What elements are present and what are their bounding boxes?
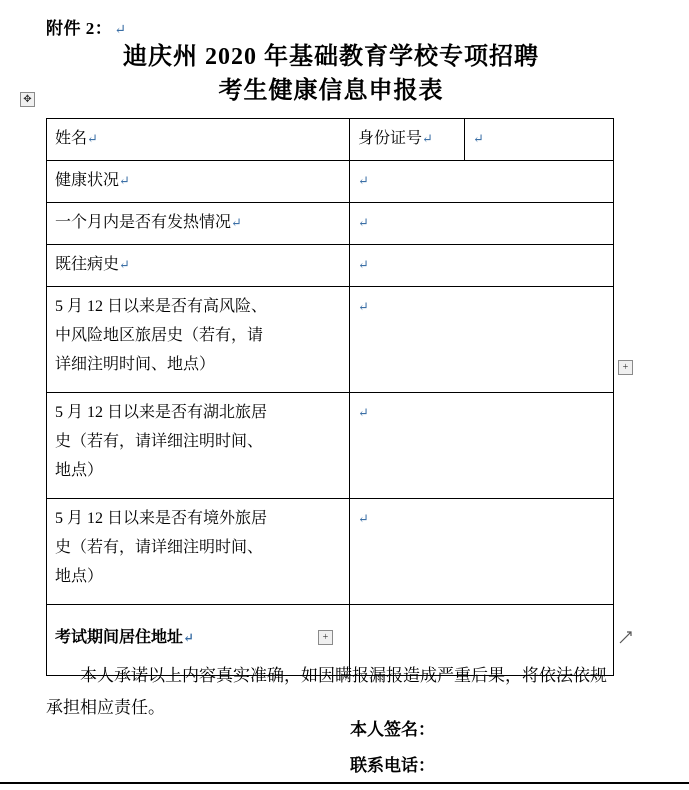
table-resize-handle[interactable] bbox=[618, 630, 633, 645]
cell-text: 姓名 bbox=[55, 130, 88, 147]
cell-text: 既往病史 bbox=[55, 256, 120, 273]
cell-mark-icon: ↵ bbox=[119, 257, 130, 272]
table-row bbox=[47, 287, 614, 393]
cell-mark-icon: ↵ bbox=[358, 299, 369, 314]
paragraph-mark-icon: ↵ bbox=[114, 23, 127, 38]
cell-text-line1: 5 月 12 日以来是否有高风险、 bbox=[55, 298, 268, 315]
cell-id-label[interactable] bbox=[350, 119, 465, 161]
cell-health-status-label[interactable] bbox=[47, 161, 350, 203]
table-move-handle[interactable]: ✥ bbox=[20, 92, 35, 107]
page-bottom-rule bbox=[0, 782, 689, 784]
cell-fever-label[interactable] bbox=[47, 203, 350, 245]
cell-id-value[interactable] bbox=[465, 119, 614, 161]
health-declaration-table bbox=[46, 118, 614, 676]
cell-text-line2: 史（若有，请详细注明时间、 bbox=[55, 433, 264, 450]
table-row bbox=[47, 393, 614, 499]
cell-text-line2: 中风险地区旅居史（若有，请 bbox=[55, 327, 264, 344]
cell-mark-icon: ↵ bbox=[358, 173, 369, 188]
cell-overseas-label[interactable] bbox=[47, 499, 350, 605]
cell-mark-icon: ↵ bbox=[87, 131, 98, 146]
cell-text-line1: 5 月 12 日以来是否有境外旅居 bbox=[55, 510, 268, 527]
cell-overseas-value[interactable] bbox=[350, 499, 614, 605]
signature-block bbox=[350, 712, 435, 784]
cell-text-line3: 地点） bbox=[55, 568, 104, 585]
promise-paragraph: 本人承诺以上内容真实准确，如因瞒报漏报造成严重后果，将依法依规承担相应责任。 bbox=[46, 666, 607, 717]
page-title-line2: 考生健康信息申报表 bbox=[218, 78, 444, 104]
cell-mark-icon: ↵ bbox=[231, 215, 242, 230]
cell-mark-icon: ↵ bbox=[473, 131, 484, 146]
cell-mark-icon: ↵ bbox=[422, 131, 433, 146]
cell-mark-icon: ↵ bbox=[119, 173, 130, 188]
table-row bbox=[47, 161, 614, 203]
cell-text-line3: 详细注明时间、地点） bbox=[55, 356, 216, 373]
cell-history-label[interactable] bbox=[47, 245, 350, 287]
table-row bbox=[47, 119, 614, 161]
cell-risk-area-value[interactable] bbox=[350, 287, 614, 393]
cell-mark-icon: ↵ bbox=[358, 511, 369, 526]
signature-label: 本人签名： bbox=[350, 720, 435, 739]
attachment-label bbox=[46, 14, 126, 39]
page-title-line1: 迪庆州 2020 年基础教育学校专项招聘 bbox=[123, 44, 539, 70]
cell-text: 一个月内是否有发热情况 bbox=[55, 214, 232, 231]
cell-mark-icon: ↵ bbox=[358, 257, 369, 272]
cell-text-line1: 5 月 12 日以来是否有湖北旅居 bbox=[55, 404, 268, 421]
cell-fever-value[interactable] bbox=[350, 203, 614, 245]
cell-text: 考试期间居住地址 bbox=[55, 629, 184, 646]
cell-text: 健康状况 bbox=[55, 172, 120, 189]
add-column-button[interactable]: + bbox=[618, 360, 633, 375]
cell-hubei-value[interactable] bbox=[350, 393, 614, 499]
table-row bbox=[47, 203, 614, 245]
page-title bbox=[46, 40, 616, 108]
table-row bbox=[47, 245, 614, 287]
add-row-button[interactable]: + bbox=[318, 630, 333, 645]
attachment-label-text: 附件 2： bbox=[46, 19, 113, 38]
cell-mark-icon: ↵ bbox=[358, 405, 369, 420]
phone-label: 联系电话： bbox=[350, 756, 435, 775]
cell-risk-area-label[interactable] bbox=[47, 287, 350, 393]
table-row bbox=[47, 499, 614, 605]
cell-history-value[interactable] bbox=[350, 245, 614, 287]
cell-text: 身份证号 bbox=[358, 130, 423, 147]
cell-mark-icon: ↵ bbox=[183, 630, 194, 645]
cell-mark-icon: ↵ bbox=[358, 215, 369, 230]
cell-health-status-value[interactable] bbox=[350, 161, 614, 203]
cell-hubei-label[interactable] bbox=[47, 393, 350, 499]
cell-text-line2: 史（若有，请详细注明时间、 bbox=[55, 539, 264, 556]
cell-text-line3: 地点） bbox=[55, 462, 104, 479]
cell-name-label[interactable] bbox=[47, 119, 350, 161]
